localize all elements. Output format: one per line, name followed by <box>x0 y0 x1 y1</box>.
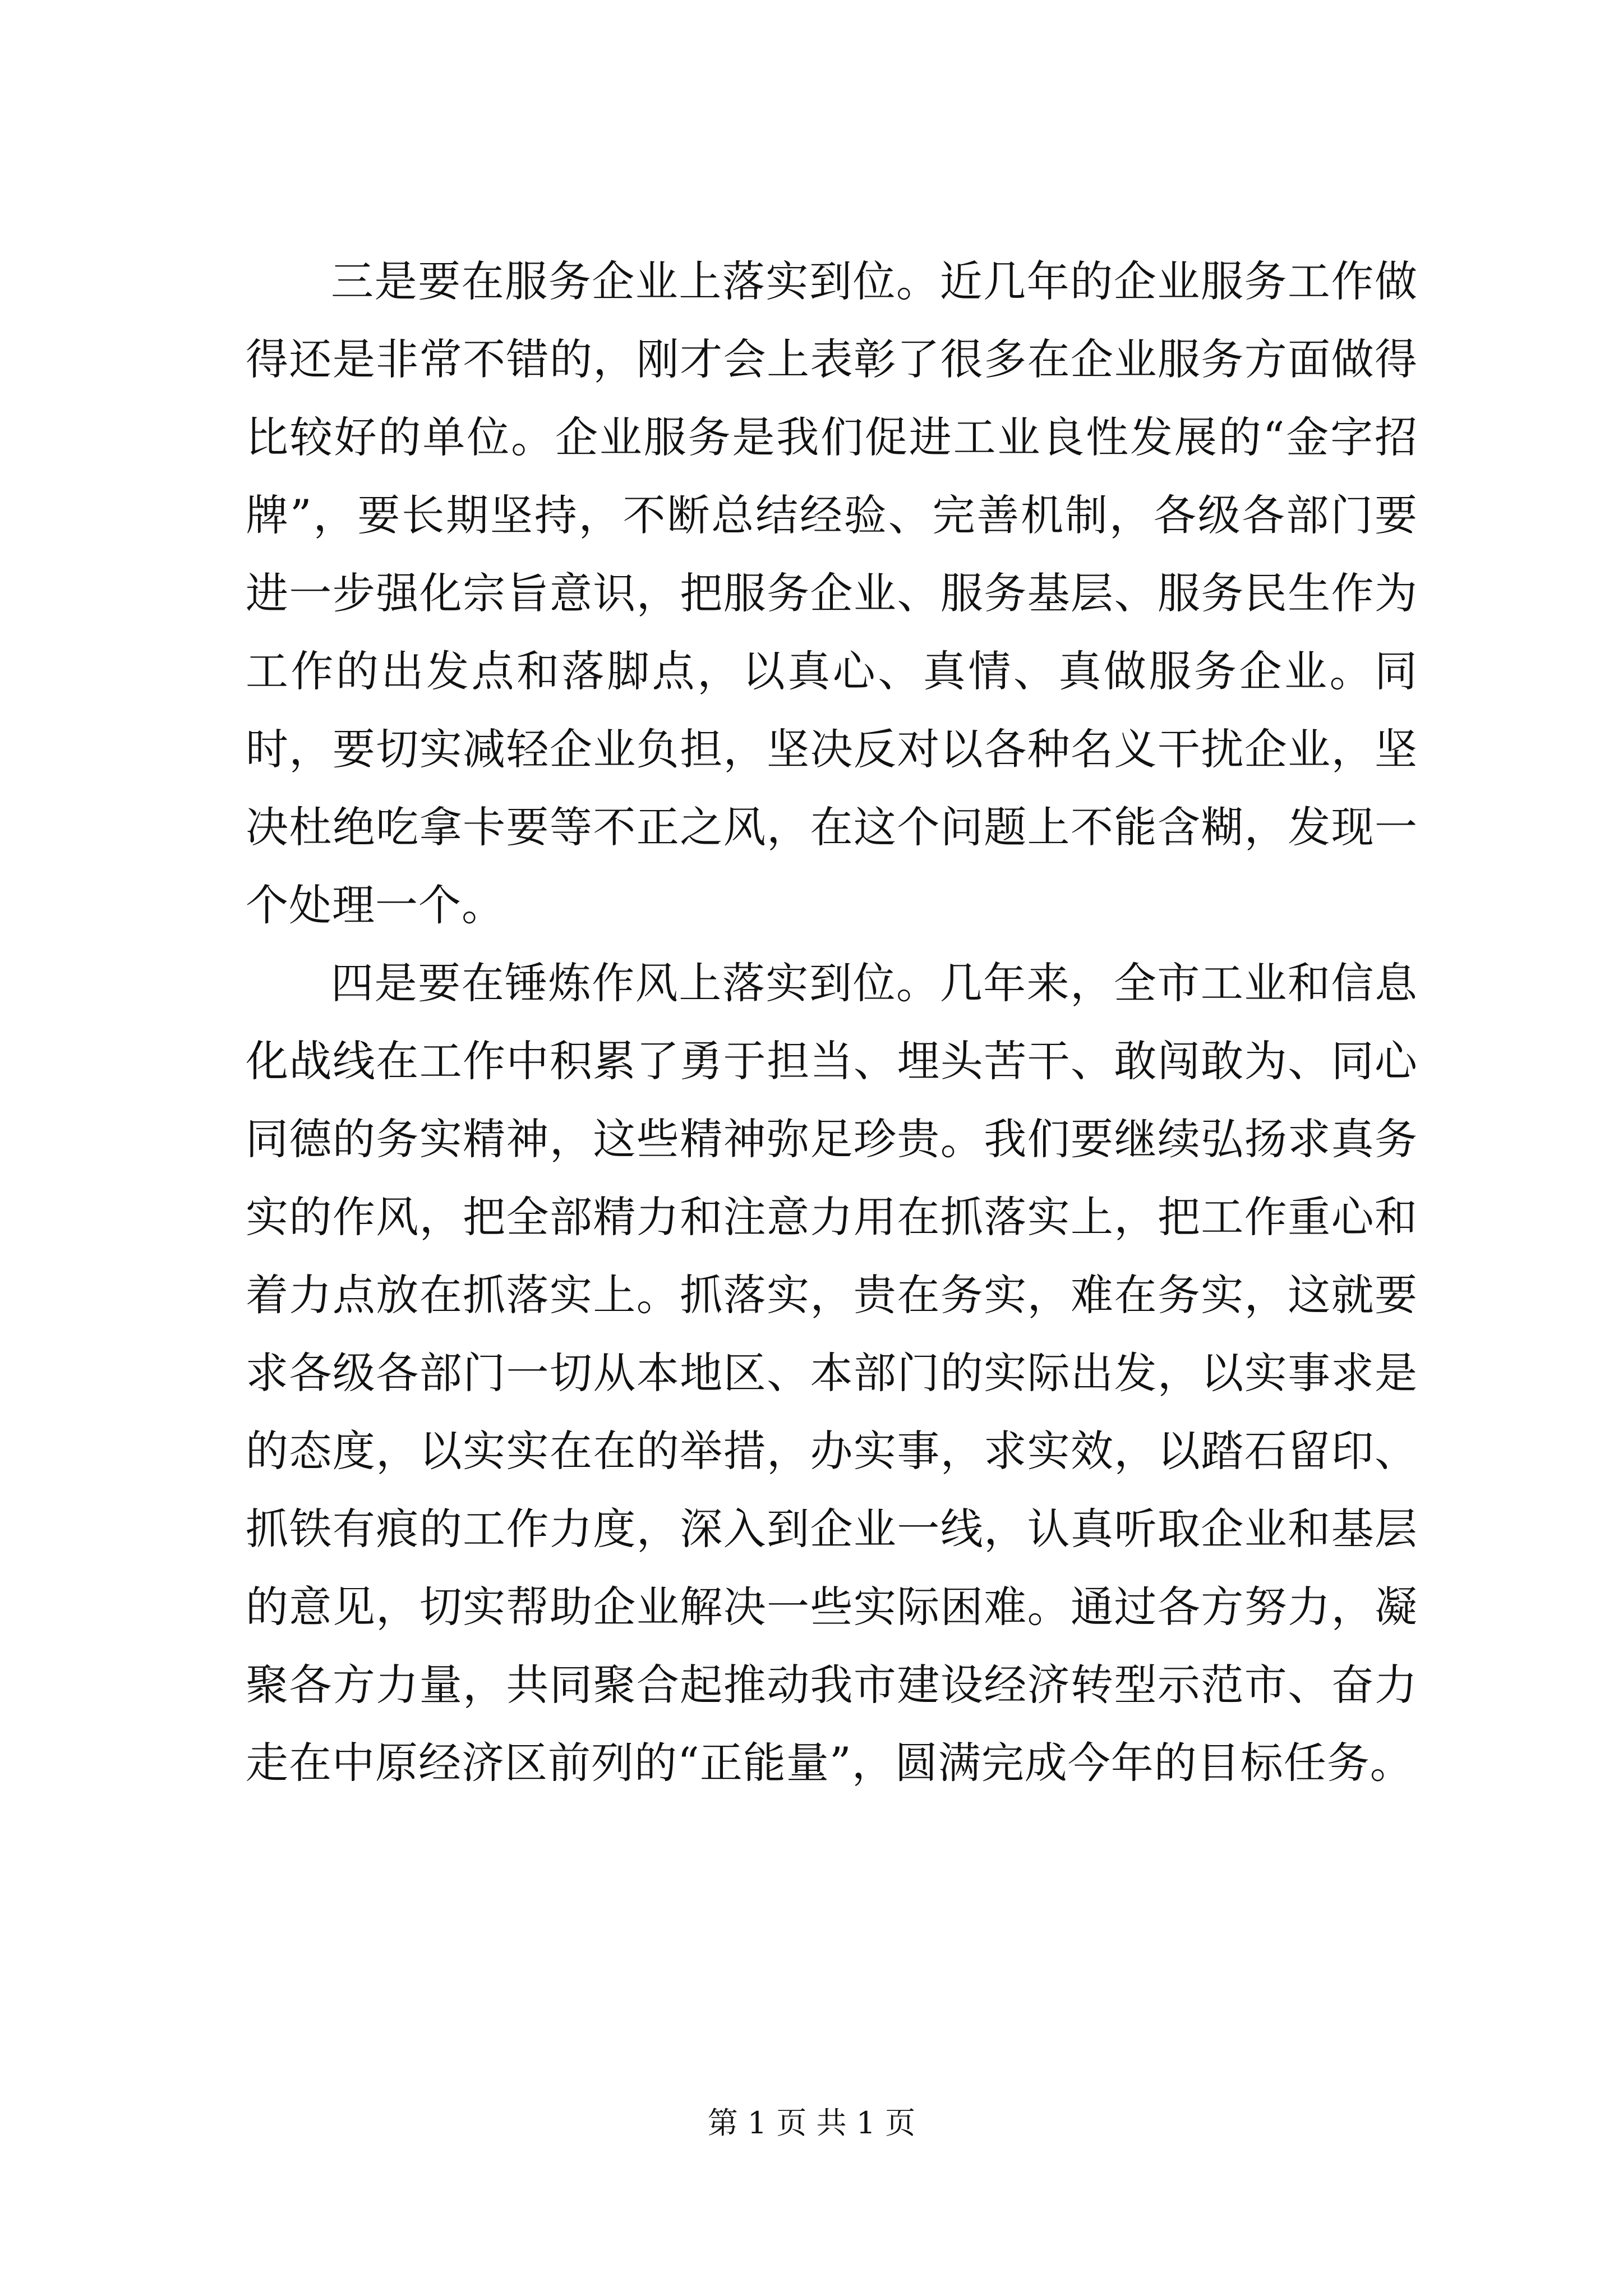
document-body <box>246 242 1418 1802</box>
paragraph-work-style: 四是要在锤炼作风上落实到位。几年来，全市工业和信息化战线在工作中积累了勇于担当、埋头苦干、敢闯敢为、同心同德的务实精神，这些精神弥足珍贵。我们要继续弘扬求真务实的作风，把全部精力和注意力用在抓落实上，把工作重心和着力点放在抓落实上。抓落实，贵在务实，难在务实，这就要求各级各部门一切从本地区、本部门的实际出发，以实事求是的态度，以实实在在的举措，办实事，求实效，以踏石留印、抓铁有痕的工作力度，深入到企业一线，认真听取企业和基层的意见，切实帮助企业解决一些实际困难。通过各方努力，凝聚各方力量，共同聚合起推动我市建设经济转型示范市、奋力走在中原经济区前列的“正能量”，圆满完成今年的目标任务。 <box>246 958 1418 1788</box>
page-footer <box>0 2104 1623 2143</box>
paragraph-service-enterprises: 三是要在服务企业上落实到位。近几年的企业服务工作做得还是非常不错的，刚才会上表彰了很多在企业服务方面做得比较好的单位。企业服务是我们促进工业良性发展的“金字招牌”，要长期坚持，不断总结经验、完善机制，各级各部门要进一步强化宗旨意识，把服务企业、服务基层、服务民生作为工作的出发点和落脚点，以真心、真情、真做服务企业。同时，要切实减轻企业负担，坚决反对以各种名义干扰企业，坚决杜绝吃拿卡要等不正之风，在这个问题上不能含糊，发现一个处理一个。 <box>246 256 1418 930</box>
page-number-label: 第 1 页 共 1 页 <box>707 2105 916 2141</box>
